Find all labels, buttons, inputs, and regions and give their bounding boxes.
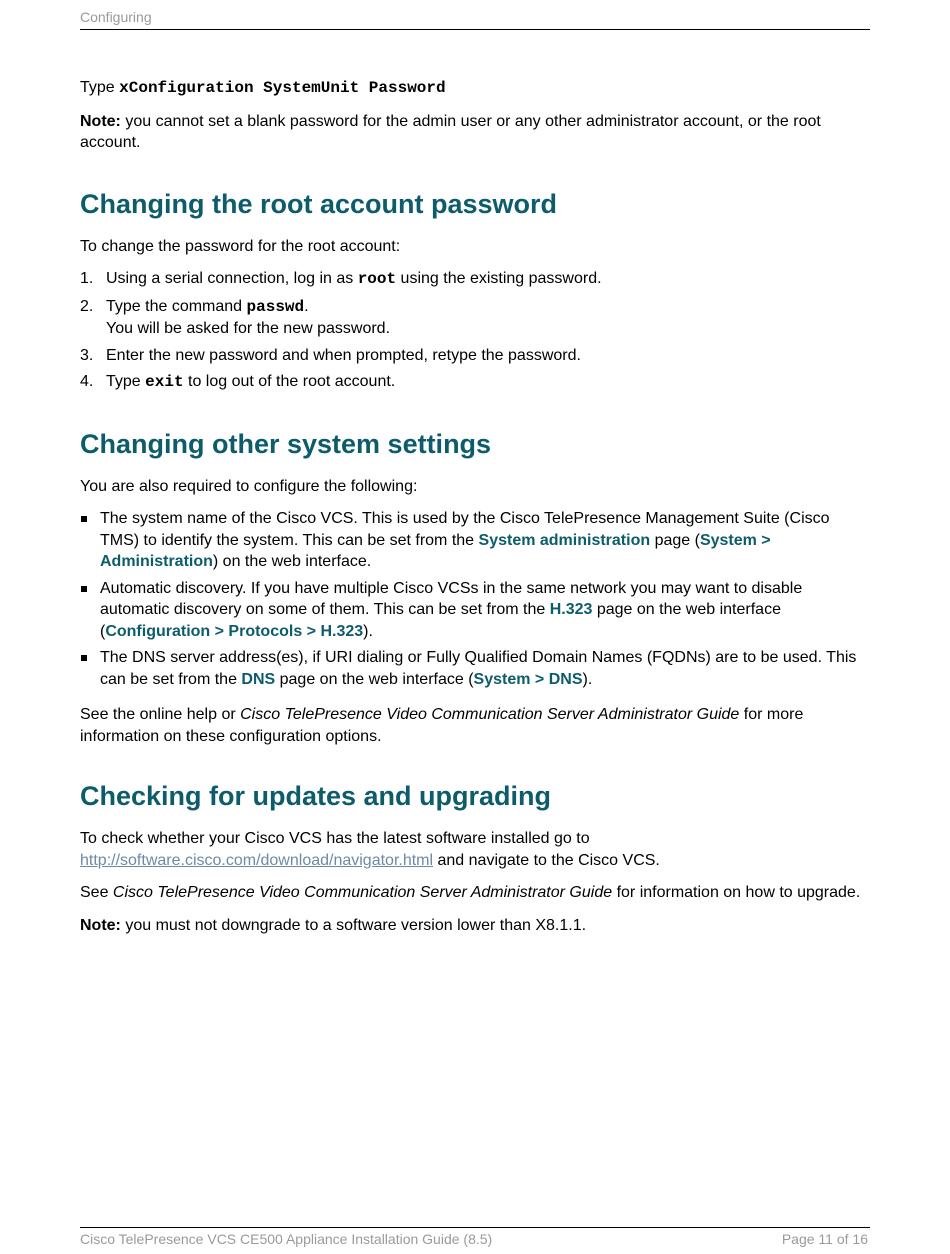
- bullet-text: page (: [650, 531, 700, 549]
- see-admin-guide: [80, 704, 872, 747]
- guide-title: Cisco TelePresence Video Communication Server Administrator Guide: [112, 884, 613, 901]
- heading-other-settings: Changing other system settings: [80, 428, 492, 459]
- config-command: xConfiguration SystemUnit Password: [119, 79, 446, 97]
- check-text: To check whether your Cisco VCS has the latest software installed go to: [80, 830, 590, 847]
- check-updates-paragraph: [80, 828, 872, 871]
- navigator-link[interactable]: http://software.cisco.com/download/navigator.html: [80, 851, 434, 869]
- step-code: root: [357, 270, 397, 288]
- running-header: [80, 9, 870, 30]
- menu-path: Configuration > Protocols > H.323: [105, 622, 364, 640]
- list-item: [80, 371, 872, 394]
- bullet-text: page on the web interface (: [100, 601, 781, 640]
- intro-command-line: [80, 77, 872, 100]
- list-item: [80, 268, 872, 291]
- check-text: and navigate to the Cisco VCS.: [433, 851, 660, 869]
- step-text: Type: [106, 373, 146, 390]
- note-text: you must not downgrade to a software version lower than X8.1.1.: [120, 916, 587, 934]
- intro-note: [80, 111, 872, 154]
- step-code: passwd: [246, 297, 305, 316]
- see-text: for information on how to upgrade.: [612, 884, 861, 901]
- step-text: Using a serial connection, log in as: [106, 270, 358, 287]
- bullet-text: ) on the web interface.: [212, 553, 372, 570]
- downgrade-note: [80, 915, 872, 937]
- note-text: you cannot set a blank password for the admin user or any other administrator account, or the root account.: [80, 112, 821, 151]
- ui-reference: H.323: [549, 601, 593, 618]
- step-number: 4.: [80, 373, 94, 390]
- step-text: Type the command: [106, 297, 247, 315]
- see-text: See the online help or: [80, 706, 241, 723]
- list-item: [80, 578, 872, 643]
- step-text: You will be asked for the new password.: [106, 320, 391, 337]
- see-text: See: [80, 884, 113, 901]
- settings-bullet-list: [80, 508, 872, 690]
- step-text: using the existing password.: [396, 270, 602, 287]
- ui-reference: System administration: [478, 531, 651, 549]
- list-item: [80, 508, 872, 573]
- step-number: 3.: [80, 346, 94, 364]
- heading-root-password: Changing the root account password: [80, 188, 558, 219]
- step-code: exit: [145, 373, 184, 391]
- bullet-icon: [81, 516, 87, 522]
- ui-reference: DNS: [241, 670, 276, 688]
- bullet-text: ).: [363, 622, 373, 640]
- root-steps-list: [80, 268, 872, 394]
- list-item: [80, 345, 872, 367]
- bullet-text: Automatic discovery. If you have multiple Cisco VCSs in the same network you may want to disable automatic discovery on some of them. This can be set from the: [100, 579, 803, 618]
- step-text: to log out of the root account.: [183, 373, 396, 390]
- step-text: .: [304, 297, 309, 315]
- other-lead: You are also required to configure the following:: [80, 477, 418, 495]
- list-item: [80, 647, 872, 690]
- bullet-text: The system name of the Cisco VCS. This is used by the Cisco TelePresence Management Suite (Cisco TMS) to identify the system. This can be set from the: [100, 510, 830, 549]
- heading-updates: Checking for updates and upgrading: [80, 781, 552, 811]
- guide-title: Cisco TelePresence Video Communication Server Administrator Guide: [240, 706, 740, 723]
- step-text: Enter the new password and when prompted, retype the password.: [106, 346, 581, 364]
- footer-doc-title: Cisco TelePresence VCS CE500 Appliance Installation Guide (8.5): [80, 1231, 493, 1247]
- root-lead: To change the password for the root account:: [80, 237, 401, 255]
- list-item: [80, 296, 872, 340]
- bullet-text: page on the web interface (: [275, 670, 474, 688]
- bullet-icon: [81, 655, 87, 661]
- step-number: 1.: [80, 270, 94, 287]
- type-word: Type: [80, 79, 120, 96]
- note-label: Note:: [80, 916, 121, 934]
- see-text: for more information on these configuration options.: [80, 706, 804, 745]
- page-content: [80, 77, 872, 947]
- note-label: Note:: [80, 112, 121, 130]
- header-section-label: Configuring: [80, 9, 152, 25]
- step-number: 2.: [80, 297, 94, 315]
- page-number: Page 11 of 16: [781, 1231, 868, 1247]
- bullet-text: ).: [582, 670, 593, 688]
- bullet-icon: [81, 586, 87, 592]
- upgrade-guide-paragraph: [80, 882, 872, 904]
- menu-path: System > DNS: [473, 670, 583, 688]
- bullet-text: The DNS server address(es), if URI dialing or Fully Qualified Domain Names (FQDNs) are to be used. This can be set from the: [100, 649, 857, 688]
- menu-path: System > Administration: [100, 531, 771, 570]
- running-footer: [80, 1227, 870, 1247]
